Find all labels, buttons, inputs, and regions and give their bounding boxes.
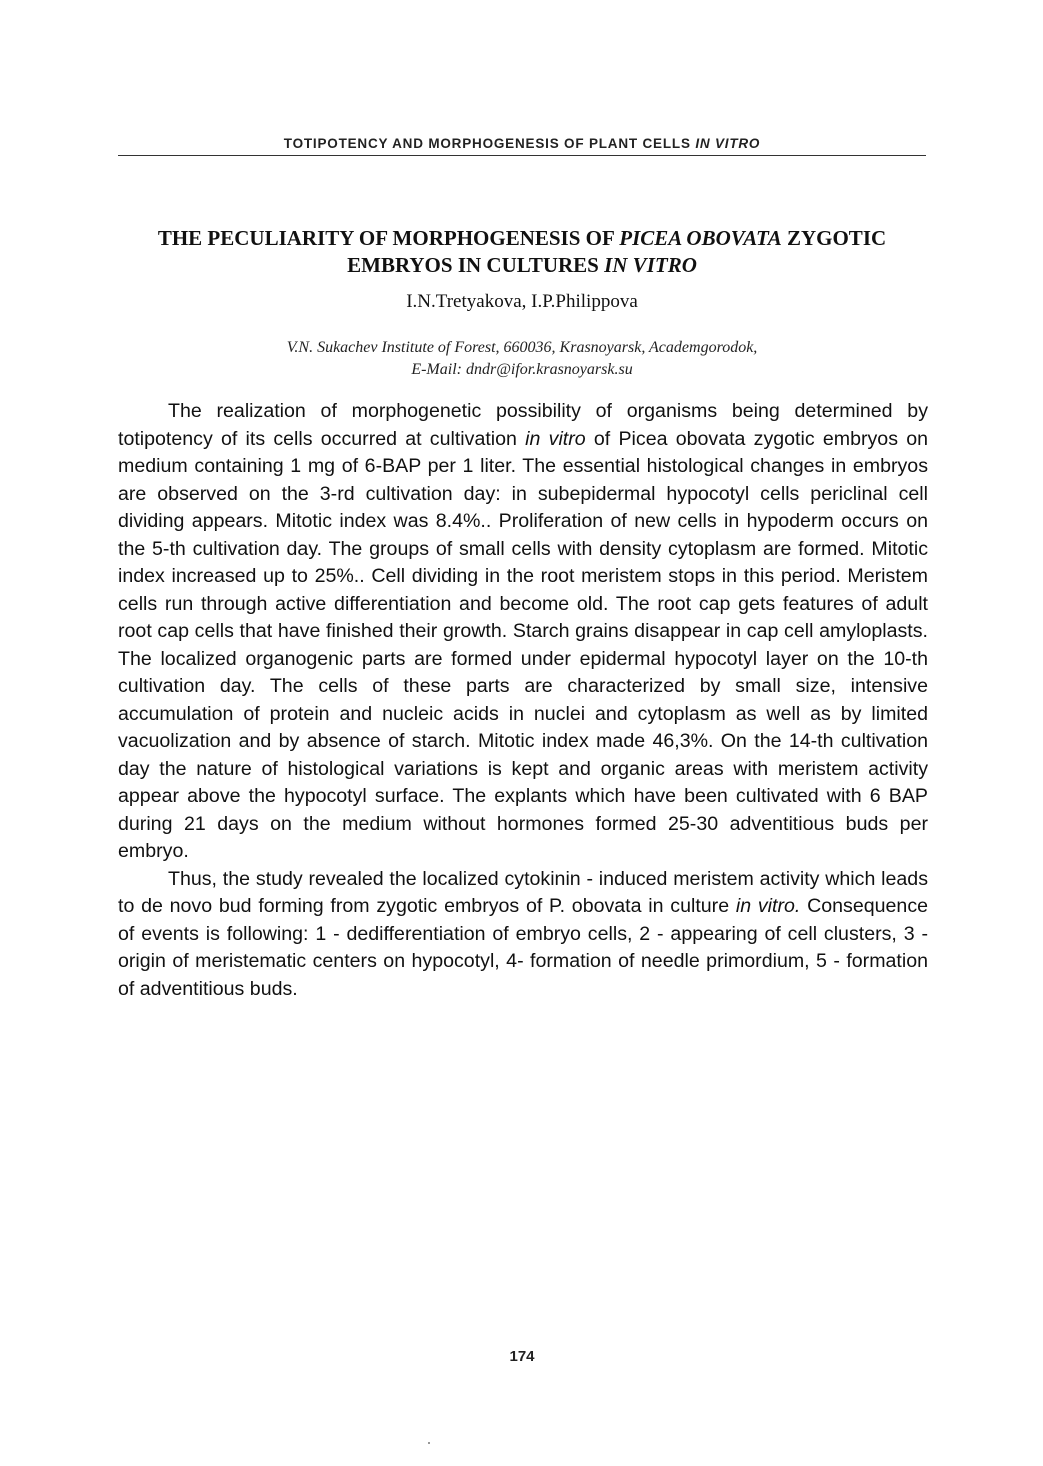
affiliation-email: E-Mail: dndr@ifor.krasnoyarsk.su — [411, 361, 633, 378]
affiliation-line1: V.N. Sukachev Institute of Forest, 660036, Krasnoyarsk, Academgorodok, — [286, 339, 758, 356]
running-head — [118, 136, 926, 151]
title-italic-end: IN VITRO — [604, 253, 697, 277]
p1-italic: in vitro — [525, 427, 586, 450]
abstract-body — [118, 398, 928, 1003]
p1-text-a: The realization of morphogenetic possibility of organisms being determined by totipotency of its cells occurred at cultivation — [118, 400, 928, 450]
title-species: PICEA OBOVATA — [619, 226, 782, 250]
title-part1: THE PECULIARITY OF MORPHOGENESIS OF — [157, 226, 615, 250]
header-rule — [118, 155, 926, 156]
page-number: 174 — [509, 1348, 535, 1365]
scan-speck — [428, 1442, 430, 1444]
running-head-italic: IN VITRO — [695, 136, 761, 151]
running-head-text: TOTIPOTENCY AND MORPHOGENESIS OF PLANT CELLS — [283, 136, 691, 151]
p2-text-a: Thus, the study revealed the localized cytokinin - induced meristem activity which leads to de novo bud forming from zygotic embryos of P. obovata in culture — [118, 867, 928, 917]
paper-title — [118, 225, 926, 279]
title-part2: ZYGOTIC EMBRYOS IN CULTURES — [347, 226, 887, 277]
paragraph-1 — [118, 398, 928, 866]
p1-text-b: of Picea obovata zygotic embryos on medium containing 1 mg of 6-BAP per 1 liter. The essential histological changes in embryos are observed on the 3-rd cultivation day: in subepidermal hypocotyl cells periclinal cell dividing appears. Mitotic index was 8.4%.. Proliferation of new cells in hypoderm occurs on the 5-th cultivation day. The groups of small cells with density cytoplasm are formed. Mitotic index increased up to 25%.. Cell dividing in the root meristem stops in this period. Meristem cells run through active differentiation and become old. The root cap gets features of adult root cap cells that have finished their growth. Starch grains disappear in cap cell amyloplasts. The localized organogenic parts are formed under epidermal hypocotyl layer on the 10-th cultivation day. The cells of these parts are characterized by small size, intensive accumulation of protein and nucleic acids in nuclei and cytoplasm as well as by limited vacuolization and by absence of starch. Mitotic index made 46,3%. On the 14-th cultivation day the nature of histological variations is kept and organic areas with meristem activity appear above the hypocotyl surface. The explants which have been cultivated with 6 BAP during 21 days on the medium without hormones formed 25-30 adventitious buds per embryo. — [118, 427, 929, 862]
paragraph-2 — [118, 866, 928, 1004]
authors: I.N.Tretyakova, I.P.Philippova — [406, 291, 638, 312]
p2-italic: in vitro. — [735, 895, 801, 917]
affiliation — [118, 337, 926, 381]
p2-text-b: Consequence of events is following: 1 - dedifferentiation of embryo cells, 2 - appearing of cell clusters, 3 - origin of meristematic centers on hypocotyl, 4- formation of needle primordium, 5 - formation of adventitious buds. — [118, 895, 929, 1000]
